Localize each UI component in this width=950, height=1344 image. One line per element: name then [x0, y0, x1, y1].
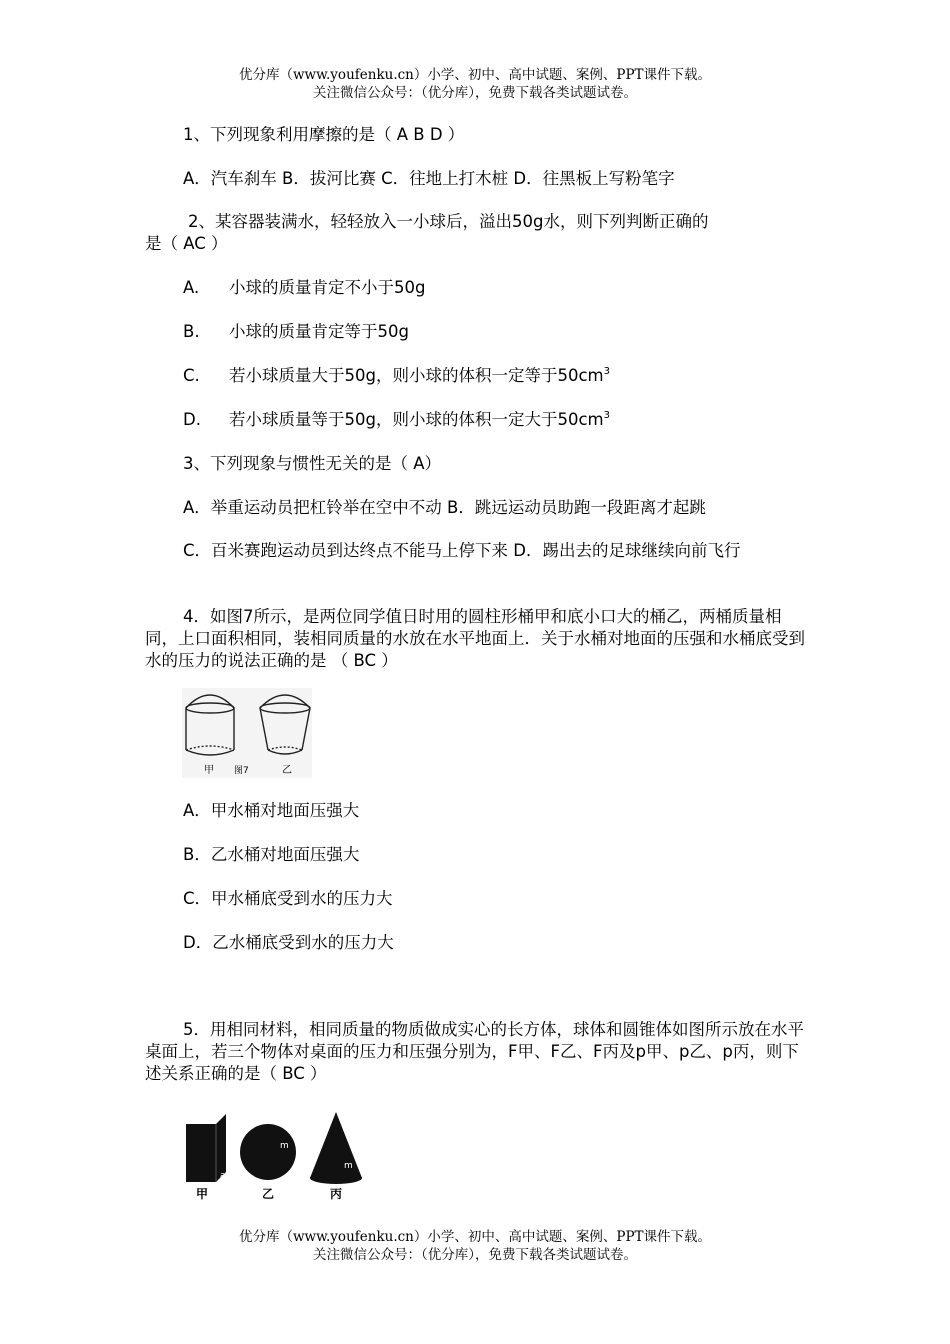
q5-stem: 5．用相同材料，相同质量的物质做成实心的长方体，球体和圆锥体如图所示放在水平桌面上，若三个物体对桌面的压力和压强分别为，F甲、F乙、F丙及p甲、p乙、p丙，则下述关系正确的是（ BC ）: [145, 1020, 804, 1083]
header-line-1: 优分库（www.youfenku.cn）小学、初中、高中试题、案例、PPT课件下载。: [238, 67, 712, 83]
bucket-yi: [260, 695, 310, 754]
figure-caption: 图7: [234, 766, 249, 776]
option-letter: A.: [183, 278, 200, 297]
superscript: 3: [603, 410, 610, 421]
option-text: 若小球质量大于50g，则小球的体积一定等于50cm: [229, 366, 604, 385]
q2-option-a: [183, 277, 843, 299]
q4-option-b: B．乙水桶对地面压强大: [183, 845, 360, 864]
q4-option-c: C．甲水桶底受到水的压力大: [183, 889, 393, 908]
q4-option-a: A．甲水桶对地面压强大: [183, 801, 360, 820]
page-footer: [0, 1228, 950, 1264]
solid-label-jia: 甲: [196, 1187, 209, 1201]
solid-label-bing: 丙: [330, 1187, 343, 1201]
q4-stem: 4．如图7所示，是两位同学值日时用的圆柱形桶甲和底小口大的桶乙，两桶质量相同，上口面积相同，装相同质量的水放在水平地面上．关于水桶对地面的压强和水桶底受到水的压力的说法正确的是 （ BC ）: [145, 607, 805, 670]
option-letter: B.: [183, 322, 200, 341]
bucket-jia: [186, 695, 234, 755]
figure-7-buckets: [182, 688, 312, 778]
figure-label-yi: 乙: [282, 765, 292, 776]
q5-figure-solids: [180, 1108, 380, 1202]
header-line-2: 关注微信公众号：（优分库），免费下载各类试题试卷。: [313, 85, 637, 101]
solid-label-yi: 乙: [262, 1187, 275, 1201]
q2-option-c: [183, 365, 843, 387]
option-text: 小球的质量肯定等于50g: [229, 322, 409, 341]
figure-label-jia: 甲: [204, 765, 214, 776]
q3-options-line1: A．举重运动员把杠铃举在空中不动 B．跳远运动员助跑一段距离才起跳: [183, 498, 706, 517]
cuboid-mark: a: [220, 1171, 226, 1181]
option-text: 小球的质量肯定不小于50g: [229, 278, 426, 297]
footer-line-1: 优分库（www.youfenku.cn）小学、初中、高中试题、案例、PPT课件下载。: [238, 1229, 712, 1245]
q2-stem-line1: 2、某容器装满水，轻轻放入一小球后，溢出50g水，则下列判断正确的: [188, 212, 709, 231]
q2-option-d: [183, 409, 843, 431]
footer-line-2: 关注微信公众号：（优分库），免费下载各类试题试卷。: [313, 1247, 637, 1263]
q3-options-line2: C．百米赛跑运动员到达终点不能马上停下来 D．踢出去的足球继续向前飞行: [183, 541, 741, 560]
page-header: [0, 66, 950, 102]
buckets-drawing: [182, 688, 312, 778]
option-text: 若小球质量等于50g，则小球的体积一定大于50cm: [229, 410, 604, 429]
q1-options: A．汽车刹车 B．拔河比赛 C．往地上打木桩 D．往黑板上写粉笔字: [183, 169, 675, 188]
cone-mark: m: [344, 1161, 353, 1171]
q2-option-b: [183, 321, 843, 343]
superscript: 3: [603, 366, 610, 377]
option-letter: D.: [183, 410, 201, 429]
solids-drawing: [180, 1108, 380, 1202]
q3-stem: 3、下列现象与惯性无关的是（ A）: [183, 454, 442, 473]
q2-stem-line2: 是（ AC ）: [145, 234, 228, 253]
q1-stem: 1、下列现象利用摩擦的是（ A B D ）: [183, 125, 465, 144]
sphere-mark: m: [280, 1141, 289, 1151]
sphere: [240, 1124, 296, 1180]
q4-option-d: D．乙水桶底受到水的压力大: [183, 933, 394, 952]
option-letter: C.: [183, 366, 200, 385]
cone: [310, 1112, 362, 1184]
